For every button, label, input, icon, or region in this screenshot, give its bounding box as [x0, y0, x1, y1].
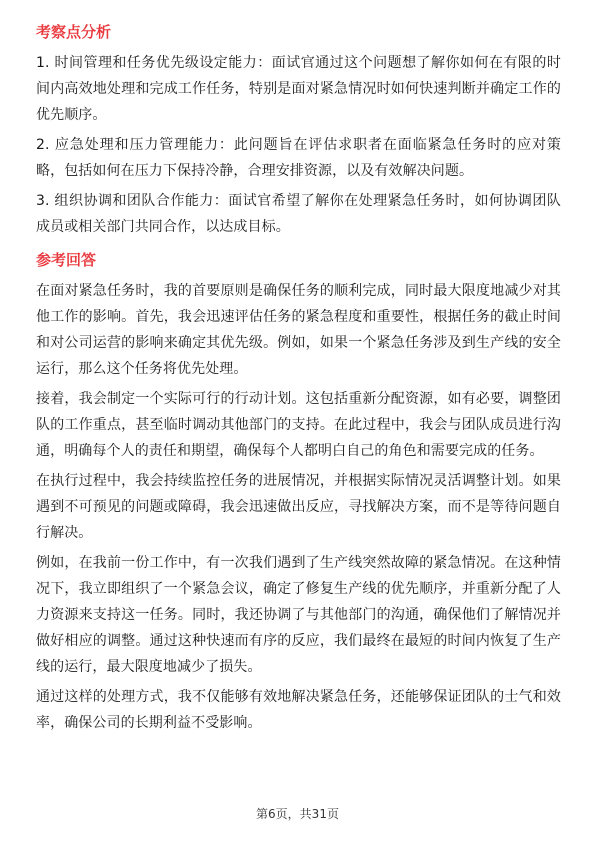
answer-paragraph-1: 在面对紧急任务时，我的首要原则是确保任务的顺利完成，同时最大限度地减少对其他工作的影响。首先，我会迅速评估任务的紧急程度和重要性，根据任务的截止时间和对公司运营的影响来确定其优先级。例如，如果一个紧急任务涉及到生产线的安全运行，那么这个任务将优先处理。: [36, 283, 561, 377]
section-title-answer: 参考回答: [36, 251, 97, 269]
page-content: [36, 22, 561, 736]
answer-paragraph-2: 接着，我会制定一个实际可行的行动计划。这包括重新分配资源，如有必要，调整团队的工作重点，甚至临时调动其他部门的支持。在此过程中，我会与团队成员进行沟通，明确每个人的责任和期望，确保每个人都明白自己的角色和需要完成的任务。: [36, 391, 561, 459]
analysis-item-2: 2. 应急处理和压力管理能力：此问题旨在评估求职者在面临紧急任务时的应对策略，包括如何在压力下保持冷静，合理安排资源，以及有效解决问题。: [36, 137, 561, 179]
answer-paragraph-4: 例如，在我前一份工作中，有一次我们遇到了生产线突然故障的紧急情况。在这种情况下，我立即组织了一个紧急会议，确定了修复生产线的优先顺序，并重新分配了人力资源来支持这一任务。同时，我还协调了与其他部门的沟通，确保他们了解情况并做好相应的调整。通过这种快速而有序的反应，我们最终在最短的时间内恢复了生产线的运行，最大限度地减少了损失。: [36, 555, 561, 675]
answer-paragraph-3: 在执行过程中，我会持续监控任务的进展情况，并根据实际情况灵活调整计划。如果遇到不可预见的问题或障碍，我会迅速做出反应，寻找解决方案，而不是等待问题自行解决。: [36, 473, 561, 541]
section-title-analysis: 考察点分析: [36, 23, 112, 41]
answer-paragraph-5: 通过这样的处理方式，我不仅能够有效地解决紧急任务，还能够保证团队的士气和效率，确保公司的长期利益不受影响。: [36, 689, 561, 731]
analysis-item-1: 1. 时间管理和任务优先级设定能力：面试官通过这个问题想了解你如何在有限的时间内高效地处理和完成工作任务，特别是面对紧急情况时如何快速判断并确定工作的优先顺序。: [36, 55, 561, 123]
analysis-item-3: 3. 组织协调和团队合作能力：面试官希望了解你在处理紧急任务时，如何协调团队成员或相关部门共同合作，以达成目标。: [36, 193, 561, 235]
page-number-footer: 第6页，共31页: [256, 807, 339, 821]
